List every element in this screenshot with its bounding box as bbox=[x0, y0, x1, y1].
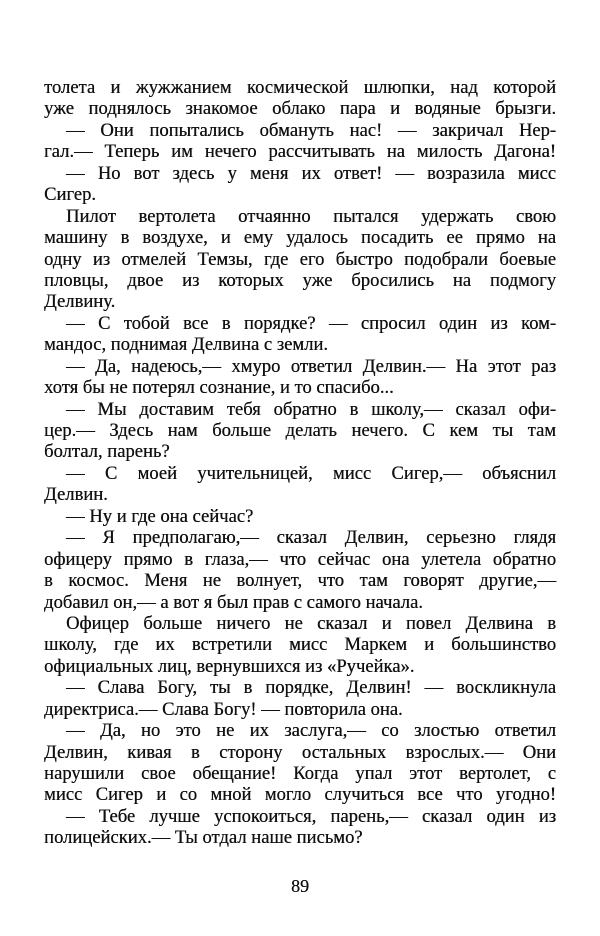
text-line: офицеру прямо в глаза,— что сейчас она улетела обратно bbox=[44, 548, 556, 570]
text-line: — С моей учительницей, мисс Сигер,— объяснил bbox=[66, 462, 556, 484]
text-line: Пилот вертолета отчаянно пытался удержать свою bbox=[66, 205, 556, 227]
text-line: — Но вот здесь у меня их ответ! — возразила мисс bbox=[66, 162, 556, 184]
text-line: Делвину. bbox=[44, 291, 116, 313]
text-line: гал.— Теперь им нечего рассчитывать на милость Дагона! bbox=[44, 141, 556, 163]
text-line: — Да, но это не их заслуга,— со злостью ответил bbox=[66, 720, 556, 742]
text-line: Офицер больше ничего не сказал и повел Делвина в bbox=[66, 612, 556, 634]
text-line: — Тебе лучше успокоиться, парень,— сказал один из bbox=[66, 805, 556, 827]
page-number: 89 bbox=[291, 876, 309, 896]
text-line: хотя бы не потерял сознание, и то спасибо... bbox=[44, 377, 394, 399]
text-line: одну из отмелей Темзы, где его быстро подобрали боевые bbox=[44, 248, 556, 270]
text-line: — Слава Богу, ты в порядке, Делвин! — воскликнула bbox=[66, 677, 556, 699]
body-text bbox=[44, 77, 556, 849]
text-line: Делвин. bbox=[44, 484, 108, 506]
text-line: полицейских.— Ты отдал наше письмо? bbox=[44, 827, 363, 849]
text-line: школу, где их встретили мисс Маркем и большинство bbox=[44, 634, 556, 656]
text-line: уже поднялось знакомое облако пара и водяные брызги. bbox=[44, 98, 556, 120]
text-line: директриса.— Слава Богу! — повторила она. bbox=[44, 698, 403, 720]
text-line: мандос, поднимая Делвина с земли. bbox=[44, 334, 328, 356]
text-line: — С тобой все в порядке? — спросил один из ком- bbox=[66, 312, 556, 334]
text-line: — Ну и где она сейчас? bbox=[66, 505, 254, 527]
text-line: — Я предполагаю,— сказал Делвин, серьезно глядя bbox=[66, 527, 556, 549]
text-line: машину в воздухе, и ему удалось посадить ее прямо на bbox=[44, 227, 556, 249]
text-line: добавил он,— а вот я был прав с самого начала. bbox=[44, 591, 423, 613]
text-line: в космос. Меня не волнует, что там говорят другие,— bbox=[44, 570, 556, 592]
text-line: мисс Сигер и со мной могло случиться все что угодно! bbox=[44, 784, 556, 806]
text-line: Сигер. bbox=[44, 184, 96, 206]
text-line: Делвин, кивая в сторону остальных взрослых.— Они bbox=[44, 741, 556, 763]
text-line: нарушили свое обещание! Когда упал этот вертолет, с bbox=[44, 763, 556, 784]
text-line: официальных лиц, вернувшихся из «Ручейка». bbox=[44, 655, 415, 677]
text-line: толета и жужжанием космической шлюпки, над которой bbox=[44, 77, 556, 98]
text-line: цер.— Здесь нам больше делать нечего. С кем ты там bbox=[44, 420, 556, 441]
text-line: пловцы, двое из которых уже бросились на подмогу bbox=[44, 269, 556, 291]
text-line: — Они попытались обмануть нас! — закричал Нер- bbox=[66, 119, 556, 141]
text-line: — Да, надеюсь,— хмуро ответил Делвин.— На этот раз bbox=[66, 355, 556, 377]
text-line: болтал, парень? bbox=[44, 441, 170, 463]
text-line: — Мы доставим тебя обратно в школу,— сказал офи- bbox=[66, 398, 556, 420]
